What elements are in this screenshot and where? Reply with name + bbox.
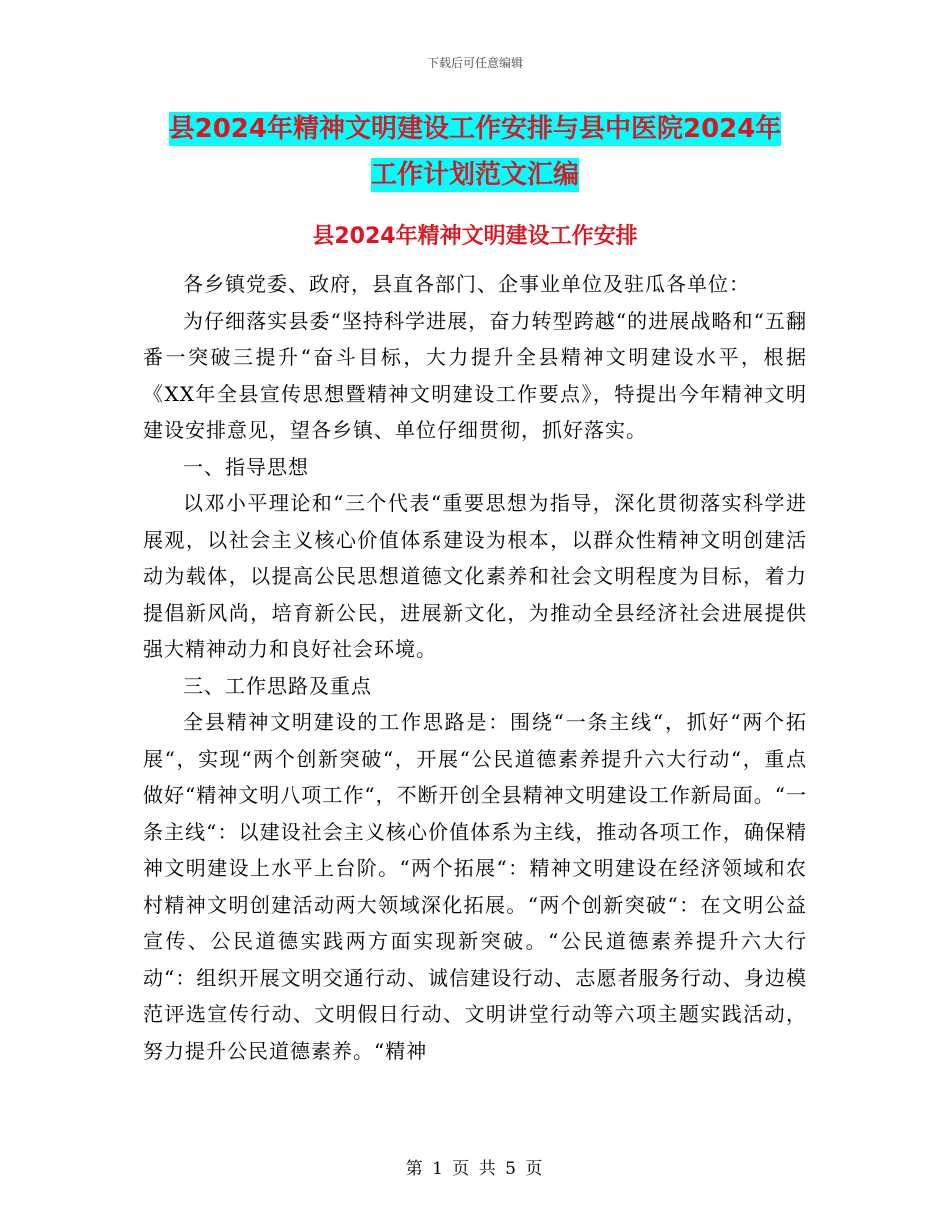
paragraph-intro: 为仔细落实县委“坚持科学进展，奋力转型跨越“的进展战略和“五翻番一突破三提升“奋斗目标，大力提升全县精神文明建设水平，根据《XX年全县宣传思想暨精神文明建设工作要点》，特提出今年精神文明建设安排意见，望各乡镇、单位仔细贯彻，抓好落实。 [143,308,807,442]
paragraph-work-approach: 全县精神文明建设的工作思路是：围绕“一条主线“，抓好“两个拓展“，实现“两个创新突破“，开展“公民道德素养提升六大行动“，重点做好“精神文明八项工作“，不断开创全县精神文明建设工作新局面。“一条主线“：以建设社会主义核心价值体系为主线，推动各项工作，确保精神文明建设上水平上台阶。“两个拓展“：精神文明建设在经济领域和农村精神文明创建活动两大领域深化拓展。“两个创新突破“：在文明公益宣传、公民道德实践两方面实现新突破。“公民道德素养提升六大行动“：组织开展文明交通行动、诚信建设行动、志愿者服务行动、身边模范评选宣传行动、文明假日行动、文明讲堂行动等六项主题实践活动，努力提升公民道德素养。“精神 [143,710,807,1063]
heading-work-approach: 三、工作思路及重点 [183,673,372,698]
paragraph-guiding-ideology: 以邓小平理论和“三个代表“重要思想为指导，深化贯彻落实科学进展观，以社会主义核心价值体系建设为根本，以群众性精神文明创建活动为载体，以提高公民思想道德文化素养和社会文明程度为目标，着力提倡新风尚，培育新公民，进展新文化，为推动全县经济社会进展提供强大精神动力和良好社会环境。 [143,491,807,661]
document-title [130,106,820,198]
page-header-note: 下载后可任意编辑 [426,56,523,70]
paragraph-salutation: 各乡镇党委、政府，县直各部门、企事业单位及驻瓜各单位： [183,272,750,296]
document-title-line-2: 工作计划范文汇编 [370,160,579,190]
section-title: 县2024年精神文明建设工作安排 [312,224,638,249]
heading-guiding-ideology: 一、指导思想 [183,454,309,479]
page-number: 第 1 页 共 5 页 [405,1159,545,1179]
document-title-line-1: 县2024年精神文明建设工作安排与县中医院2024年 [168,114,782,144]
document-body [143,266,807,1069]
